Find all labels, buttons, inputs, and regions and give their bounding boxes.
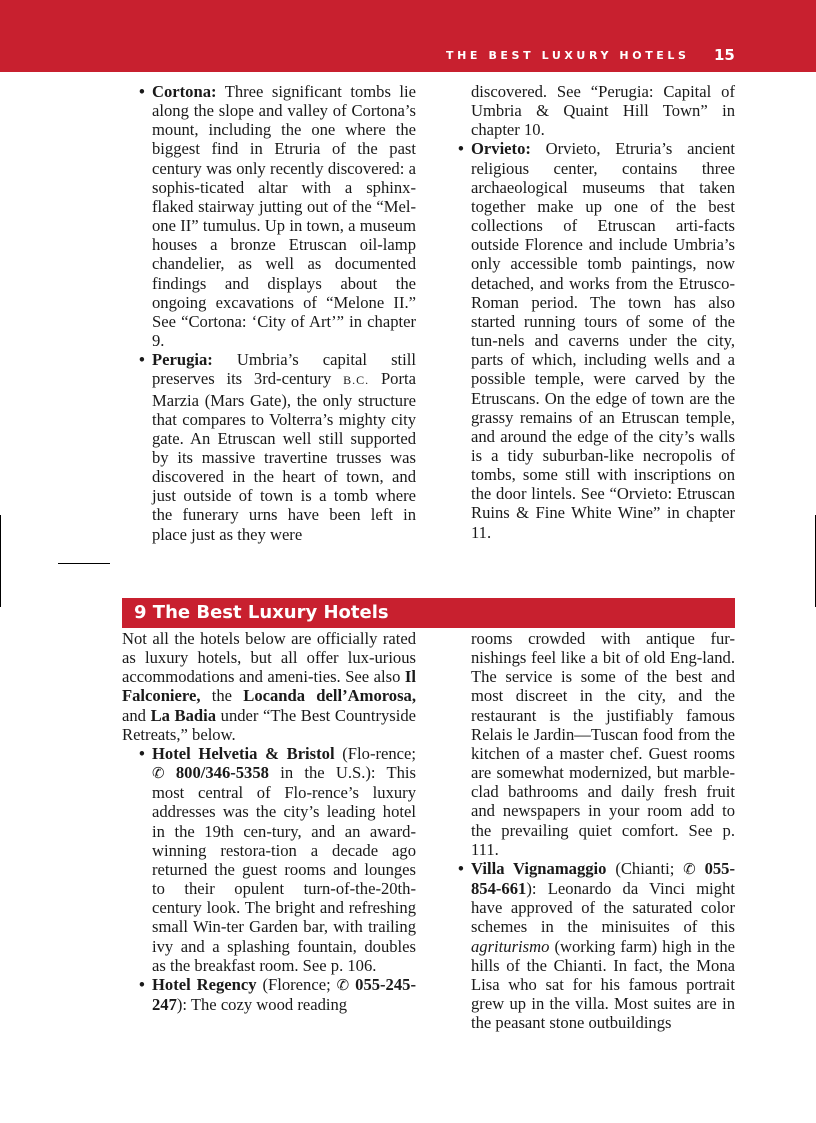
vignamaggio-paren: (Chianti; bbox=[615, 858, 675, 878]
perugia-label: Perugia: bbox=[152, 350, 213, 370]
list-item-vignamaggio bbox=[471, 859, 735, 1032]
helvetia-label: Hotel Helvetia & Bristol bbox=[152, 743, 335, 763]
vignamaggio-label: Villa Vignamaggio bbox=[471, 858, 607, 878]
top-right-column bbox=[471, 82, 735, 542]
vignamaggio-text-b: (working farm) high in the hills of the Chianti. In fact, the Mona Lisa who sat for his famous portrait grew up in the villa. Most suites are in the peasant stone outbuildings bbox=[471, 936, 735, 1033]
crop-mark-left bbox=[0, 515, 1, 607]
agriturismo: agriturismo bbox=[471, 936, 550, 956]
vignamaggio-text-a: ): Leonardo da Vinci might have approved of the saturated color schemes in the minisuites of this bbox=[471, 879, 735, 937]
cortona-text: Three significant tombs lie along the slope and valley of Cortona’s mount, including the one where the biggest find in Etruria of the past century was only recently discovered: a sophis-ticated altar with a sphinx-flaked stairway jutting out of the “Mel-one II” tumulus. Up in town, a museum houses a bronze Etruscan oil-lamp chandelier, as well as documented findings and displays about the ongoing excavations of “Melone II.” See “Cortona: ‘City of Art’” in chapter 9. bbox=[152, 82, 416, 351]
perugia-continued: discovered. See “Perugia: Capital of Umbria & Quaint Hill Town” in chapter 10. bbox=[471, 82, 735, 140]
list-item-orvieto bbox=[471, 139, 735, 541]
la-badia: La Badia bbox=[150, 705, 217, 725]
vignamaggio-phone: 055-854-661 bbox=[471, 858, 735, 899]
list-item-cortona bbox=[152, 82, 416, 350]
the-word: the bbox=[211, 686, 233, 706]
il-falconiere: Il Falconiere, bbox=[122, 667, 416, 706]
cortona-label: Cortona: bbox=[152, 82, 217, 101]
header-band bbox=[0, 0, 816, 72]
top-left-column bbox=[152, 82, 416, 544]
perugia-text-b: Porta Marzia (Mars Gate), the only structure that compares to Volterra’s mighty city gate. An Etruscan well still supported by its massive travertine trusses was discovered in the heart of town, and just outside of town is a tomb where the funerary urns have been left in place just as they were bbox=[152, 369, 416, 544]
page-number: 15 bbox=[714, 46, 735, 64]
registration-mark bbox=[58, 563, 110, 564]
list-item-regency bbox=[152, 975, 416, 1014]
perugia-text-a: Umbria’s capital still preserves its 3rd-century bbox=[152, 350, 416, 389]
helvetia-text: in the U.S.): This most central of Flo-rence’s luxury addresses was the city’s leading hotel in the 19th cen-tury, and an award-winning restora-tion a decade ago returned the guest rooms and lounges to their opulent turn-of-the-20th-century look. The bright and refreshing small Win-ter Garden bar, with trailing ivy and a splashing fountain, doubles as the breakfast room. See p. 106. bbox=[152, 763, 416, 975]
perugia-bc: B.C. bbox=[343, 373, 370, 388]
section-title: 9 The Best Luxury Hotels bbox=[134, 602, 389, 623]
orvieto-text: Orvieto, Etruria’s ancient religious center, contains three archaeological museums that taken together make up one of the best collections of Etruscan arti-facts outside Florence and include Umbria’s only accessible tomb paintings, now detached, and works from the Etrusco-Roman period. The town has also started running tours of some of the tun-nels and caverns under the city, parts of which, including wells and a possible temple, were carved by the Etruscans. On the edge of town are the grassy remains of an Etruscan temple, and around the edge of the city’s walls is a tidy suburban-like necropolis of tombs, some still with inscriptions on the door lintels. See “Orvieto: Etruscan Ruins & Fine White Wine” in chapter 11. bbox=[471, 139, 735, 542]
regency-continued: rooms crowded with antique fur-nishings feel like a bit of old Eng-land. The service is some of the best and most discreet in the city, and the restaurant is the justifiably famous Relais le Jardin—Tuscan food from the kitchen of a master chef. Guest rooms are somewhat modernized, but marble-clad bathrooms and daily fresh fruit and newspapers in your room add to the prevailing quiet comfort. See p. 111. bbox=[471, 629, 735, 859]
telephone-icon: ✆ bbox=[152, 764, 165, 783]
intro-paragraph bbox=[122, 629, 416, 744]
list-item-perugia bbox=[152, 350, 416, 544]
orvieto-label: Orvieto: bbox=[471, 139, 531, 159]
and-word: and bbox=[122, 705, 146, 725]
regency-phone: 055-245-247 bbox=[152, 974, 416, 1014]
locanda: Locanda dell’Amorosa, bbox=[243, 686, 417, 706]
regency-text: ): The cozy wood reading bbox=[176, 994, 348, 1014]
bottom-left-column bbox=[122, 629, 416, 1014]
list-item-helvetia bbox=[152, 744, 416, 975]
helvetia-phone: 800/346-5358 bbox=[175, 763, 269, 783]
helvetia-paren: (Flo-rence; bbox=[342, 743, 416, 763]
running-head: THE BEST LUXURY HOTELS bbox=[446, 49, 690, 62]
bottom-right-column bbox=[471, 629, 735, 1032]
telephone-icon: ✆ bbox=[336, 975, 350, 994]
telephone-icon: ✆ bbox=[683, 859, 696, 878]
regency-paren: (Florence; bbox=[262, 974, 331, 994]
intro-text-b: under “The Best Countryside Retreats,” below. bbox=[122, 705, 417, 744]
regency-label: Hotel Regency bbox=[152, 974, 257, 994]
intro-text-a: Not all the hotels below are officially rated as luxury hotels, but all offer lux-urious accommodations and ameni-ties. See also bbox=[122, 629, 416, 687]
